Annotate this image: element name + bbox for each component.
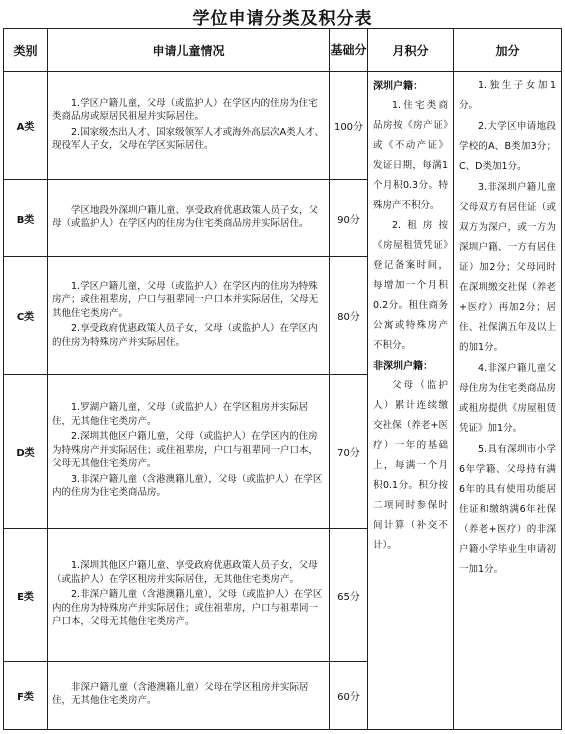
condition-text: 1.深圳其他区户籍儿童、享受政府优惠政策人员子女，父母（或监护人）在学区租房并实际居住，无其他住宅类房产。 <box>52 560 318 585</box>
condition-text: 1.学区户籍儿童，父母（或监护人）在学区内的住房为住宅类商品房或原居民祖屋并实际居住。 <box>52 97 318 123</box>
category-cell: C类 <box>4 256 48 374</box>
header-row <box>4 29 562 72</box>
monthly-item: 父母（监护人）累计连续缴交社保（养老+医疗）一年的基础上，每满一个月积0.1分。积分按二项同时参保时间计算（补交不计）。 <box>373 380 448 552</box>
condition-cell <box>48 661 330 729</box>
page-title: 学位申请分类及积分表 <box>192 9 373 29</box>
condition-cell <box>48 374 330 528</box>
base-score-cell: 65分 <box>330 529 368 661</box>
condition-text: 2.深圳其他区户籍儿童，父母（或监护人）在学区内的住房为特殊房产并实际居住；或住祖辈房，户口与祖辈同一户口本，父母无其他住宅类房产。 <box>52 431 319 470</box>
shenzhen-heading: 深圳户籍： <box>373 81 423 93</box>
base-score-cell: 60分 <box>330 661 368 729</box>
category-cell: D类 <box>4 374 48 528</box>
condition-cell <box>48 72 330 180</box>
condition-cell <box>48 180 330 256</box>
monthly-points-cell <box>368 72 454 730</box>
header-base-score: 基础分 <box>330 29 368 72</box>
condition-text: 2.非深户籍儿童（含港澳籍儿童），父母（或监护人）在学区内的住房为特殊房产并实际居住；或住祖辈房，户口与祖辈同一户口本，父母无其他住宅类房产。 <box>52 589 323 628</box>
condition-text: 2.国家级杰出人才、国家级领军人才或海外高层次A类人才、现役军人子女，父母在学区实际居住。 <box>52 126 325 152</box>
condition-text: 1.罗湖户籍儿童，父母（或监护人）在学区租房并实际居住，无其他住宅类房产。 <box>52 402 309 427</box>
bonus-item: 1.独生子女加1分。 <box>459 80 556 112</box>
base-score-cell: 100分 <box>330 72 368 180</box>
base-score-cell: 80分 <box>330 256 368 374</box>
category-cell: E类 <box>4 529 48 661</box>
category-cell: F类 <box>4 661 48 729</box>
bonus-cell <box>454 72 562 730</box>
score-table <box>3 28 562 730</box>
bonus-item: 4.非深户籍儿童父母住房为住宅类商品房或租房提供《房屋租赁凭证》加1分。 <box>459 363 556 435</box>
bonus-item: 5.具有深圳市小学6年学籍、父母持有满6年的具有使用功能居住证和缴纳满6年社保（养老+医疗）的非深户籍小学毕业生申请初一加1分。 <box>459 444 556 576</box>
condition-cell <box>48 529 330 661</box>
condition-text: 2.享受政府优惠政策人员子女，父母（或监护人）在学区内的住房为特殊房产并实际居住。 <box>52 323 318 348</box>
condition-text: 1.学区户籍儿童，父母（或监护人）在学区内的住房为特殊房产；或住祖辈房，户口与祖辈同一户口本并实际居住，父母无其他住宅类房产。 <box>52 280 319 319</box>
bonus-item: 2.大学区申请地段学校的A、B类加3分；C、D类加1分。 <box>459 121 556 173</box>
non-shenzhen-heading: 非深圳户籍： <box>373 361 433 373</box>
category-cell: B类 <box>4 180 48 256</box>
header-category: 类别 <box>4 29 48 72</box>
base-score-cell: 70分 <box>330 374 368 528</box>
monthly-item: 2.租房按《房屋租赁凭证》登记备案时间，每增加一个月积0.2分。租住商务公寓或特殊房产不积分。 <box>373 220 448 352</box>
header-bonus: 加分 <box>454 29 562 72</box>
header-monthly-points: 月积分 <box>368 29 454 72</box>
condition-text: 3.非深户籍儿童（含港澳籍儿童），父母（或监护人）在学区内的住房为住宅类商品房。 <box>52 473 323 499</box>
header-situation: 申请儿童情况 <box>48 29 330 72</box>
table-row <box>4 72 562 180</box>
condition-cell <box>48 256 330 374</box>
bonus-item: 3.非深圳户籍儿童父母双方有居住证（或双方为深户，或一方为深圳户籍、一方有居住证）加2分；父母同时在深圳缴交社保（养老+医疗）再加2分；居住、社保满五年及以上的加1分。 <box>459 182 556 354</box>
base-score-cell: 90分 <box>330 180 368 256</box>
monthly-item: 1.住宅类商品房按《房产证》或《不动产证》发证日期，每满1个月积0.3分。特殊房产不积分。 <box>373 100 448 212</box>
category-cell: A类 <box>4 72 48 180</box>
condition-text: 非深户籍儿童（含港澳籍儿童）父母在学区租房并实际居住，无其他住宅类房产。 <box>52 681 309 707</box>
condition-text: 学区地段外深圳户籍儿童、享受政府优惠政策人员子女，父母（或监护人）在学区内的住房为住宅类商品房并实际居住。 <box>52 204 319 229</box>
